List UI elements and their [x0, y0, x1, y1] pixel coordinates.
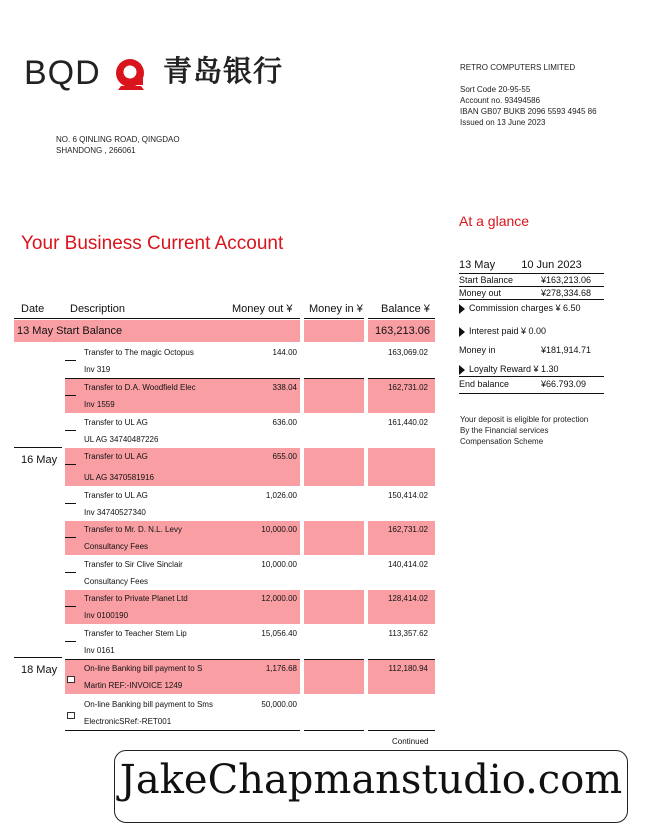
row-divider: [304, 730, 364, 731]
row-description: Transfer to Mr. D. N.L. Levy: [84, 525, 182, 534]
row-divider: [368, 730, 435, 731]
row-reference: Inv 319: [84, 365, 111, 374]
row-marker-icon: [65, 395, 76, 396]
row-description: Transfer to Teacher Stem Lip: [84, 629, 187, 638]
row-marker-icon: [65, 606, 76, 607]
row-marker-icon: [65, 464, 76, 465]
row-reference: Consultancy Fees: [84, 577, 149, 586]
col-header-description: Description: [70, 303, 126, 315]
row-reference: UL AG 34740487226: [84, 435, 159, 444]
watermark-banner: [114, 750, 628, 823]
glance-money-out: ¥278,334.68: [541, 288, 592, 298]
glance-end-balance-label: End balance: [459, 379, 510, 389]
row-reference: Consultancy Fees: [84, 542, 149, 551]
glance-interest: Interest paid ¥ 0.00: [459, 326, 546, 337]
glance-start-balance: ¥163,213.06: [541, 275, 592, 285]
glance-end-balance: ¥66.793.09: [541, 379, 587, 389]
money-in-cell: [304, 660, 364, 694]
balance-cell: [368, 448, 435, 486]
bank-address-line-2: SHANDONG , 266061: [56, 146, 136, 155]
watermark-text: JakeChapmanstudio.com: [119, 757, 623, 803]
glance-money-out-label: Money out: [459, 288, 502, 298]
bank-address: [56, 134, 180, 156]
issued-date: Issued on 13 June 2023: [460, 118, 546, 127]
iban: IBAN GB07 BUKB 2096 5593 4945 86: [460, 107, 597, 116]
bank-logo-text: BQD: [24, 54, 101, 92]
glance-start-balance-label: Start Balance: [459, 275, 514, 285]
row-balance: 140,414.02: [387, 560, 428, 569]
money-in-cell: [304, 556, 364, 590]
row-money-out: 1,176.68: [265, 664, 297, 673]
triangle-bullet-icon: [459, 304, 465, 314]
money-in-cell: [304, 487, 364, 521]
col-header-balance: Balance ¥: [381, 303, 430, 315]
row-divider: [65, 730, 300, 731]
money-in-cell: [304, 448, 364, 486]
start-balance-value: 163,213.06: [374, 325, 430, 337]
row-balance: 128,414.02: [387, 594, 428, 603]
glance-money-in: ¥181,914.71: [541, 345, 592, 355]
account-title: Your Business Current Account: [21, 233, 284, 254]
row-description: Transfer to D.A. Woodfield Elec: [84, 383, 196, 392]
triangle-bullet-icon: [459, 365, 465, 375]
date-18-may: 18 May: [21, 664, 58, 676]
col-header-money-in: Money in ¥: [309, 303, 363, 315]
glance-period-end: 10 Jun 2023: [521, 259, 582, 271]
glance-period-start: 13 May: [459, 259, 496, 271]
row-money-out: 1,026.00: [265, 491, 297, 500]
row-marker-icon: [65, 360, 76, 361]
row-balance: 162,731.02: [387, 525, 428, 534]
money-in-cell: [304, 379, 364, 413]
row-description: Transfer to Sir Clive Sinclair: [84, 560, 183, 569]
row-money-out: 655.00: [272, 452, 297, 461]
date-16-may: 16 May: [21, 454, 58, 466]
row-reference: Inv 1559: [84, 400, 115, 409]
col-header-money-out: Money out ¥: [232, 303, 293, 315]
row-reference: Inv 0100190: [84, 611, 129, 620]
row-marker-icon: [65, 503, 76, 504]
row-money-out: 12,000.00: [261, 594, 297, 603]
money-in-cell: [304, 344, 364, 378]
row-marker-icon: [65, 572, 76, 573]
row-description: On-line Banking bill payment to S: [84, 664, 203, 673]
money-in-cell: [304, 625, 364, 659]
money-in-cell: [304, 521, 364, 555]
row-money-out: 10,000.00: [261, 560, 297, 569]
row-description: Transfer to The magic Octopus: [84, 348, 194, 357]
account-number: Account no. 93494586: [460, 96, 541, 105]
row-money-out: 15,056.40: [261, 629, 297, 638]
row-description: Transfer to Private Planet Ltd: [84, 594, 188, 603]
row-description: Transfer to UL AG: [84, 418, 148, 427]
row-description: Transfer to UL AG: [84, 491, 148, 500]
triangle-bullet-icon: [459, 327, 465, 337]
start-balance-label: 13 May Start Balance: [17, 325, 123, 337]
row-balance: 150,414.02: [387, 491, 428, 500]
bank-logo-chinese: 青岛银行: [163, 56, 284, 88]
row-balance: 163,069.02: [387, 348, 428, 357]
row-reference: Martin REF:-INVOICE 1249: [84, 681, 183, 690]
row-marker-icon: [65, 641, 76, 642]
money-in-cell: [304, 590, 364, 624]
row-balance: 161,440.02: [387, 418, 428, 427]
customer-info: [460, 62, 597, 128]
row-money-out: 50,000.00: [261, 700, 297, 709]
row-description: Transfer to UL AG: [84, 452, 148, 461]
col-header-date: Date: [21, 303, 45, 315]
row-reference: ElectronicSRef:-RET001: [84, 717, 172, 726]
row-reference: Inv 34740527340: [84, 508, 146, 517]
balance-cell: [368, 696, 435, 730]
row-balance: 113,357.62: [388, 629, 428, 638]
protection-note: Your deposit is eligible for protection By the Financial services Compensation Scheme: [460, 415, 589, 446]
row-description: On-line Banking bill payment to Sms: [84, 700, 213, 709]
row-marker-icon: [65, 537, 76, 538]
glance-period: [459, 259, 582, 271]
row-balance: 112,180.94: [388, 664, 428, 673]
sort-code: Sort Code 20-95-55: [460, 85, 531, 94]
bank-address-line-1: NO. 6 QINLING ROAD, QINGDAO: [56, 135, 180, 144]
row-money-out: 144.00: [272, 348, 297, 357]
row-reference: Inv 0161: [84, 646, 115, 655]
glance-title: At a glance: [459, 213, 530, 229]
row-money-out: 338.04: [272, 383, 297, 392]
row-balance: 162,731.02: [387, 383, 428, 392]
glance-commission: Commission charges ¥ 6.50: [459, 303, 581, 314]
continued-label: Continued: [392, 737, 429, 746]
row-money-out: 10,000.00: [261, 525, 297, 534]
glance-loyalty: Loyalty Reward ¥ 1.30: [459, 364, 559, 375]
row-reference: UL AG 3470581916: [84, 473, 154, 482]
checkbox-icon: [67, 712, 75, 719]
bank-logo-icon: [113, 57, 147, 91]
checkbox-icon: [67, 676, 75, 683]
row-marker-icon: [65, 430, 76, 431]
glance-money-in-label: Money in: [459, 345, 496, 355]
row-money-out: 636.00: [272, 418, 297, 427]
customer-name: RETRO COMPUTERS LIMITED: [460, 63, 576, 72]
money-in-cell: [304, 414, 364, 448]
money-in-cell: [304, 696, 364, 730]
